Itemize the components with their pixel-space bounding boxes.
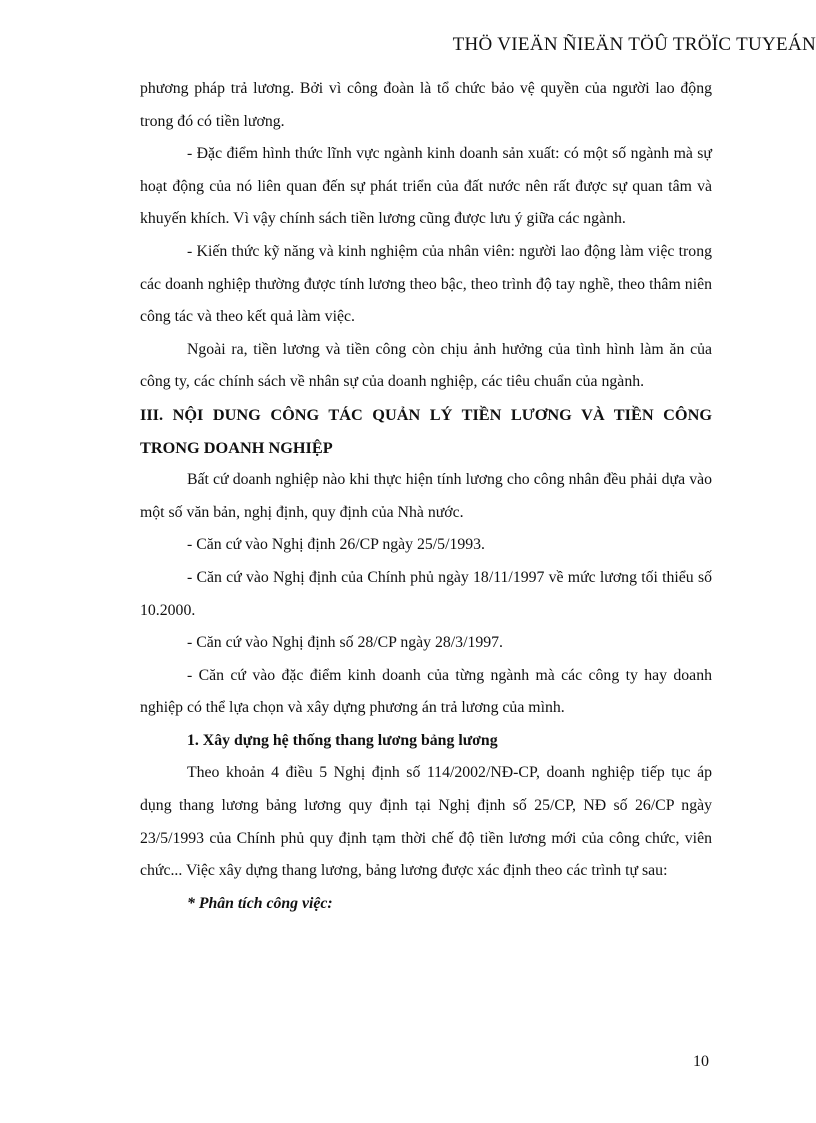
section-heading: III. NỘI DUNG CÔNG TÁC QUẢN LÝ TIỀN LƯƠNG VÀ TIỀN CÔNG TRONG DOANH NGHIỆP <box>140 404 712 457</box>
paragraph: Ngoài ra, tiền lương và tiền công còn chịu ảnh hưởng của tình hình làm ăn của công ty, các chính sách về nhân sự của doanh nghiệp, các tiêu chuẩn của ngành. <box>140 340 712 391</box>
paragraph: - Căn cứ vào Nghị định số 28/CP ngày 28/3/1997. <box>187 634 503 652</box>
paragraph: - Kiến thức kỹ năng và kinh nghiệm của nhân viên: người lao động làm việc trong các doanh nghiệp thường được tính lương theo bậc, theo trình độ tay nghề, theo thâm niên công tác và theo kết quả làm việc. <box>140 242 712 326</box>
page-header: THÖ VIEÄN ÑIEÄN TÖÛ TRÖÏC TUYEÁN <box>452 34 816 55</box>
document-body <box>140 73 712 920</box>
paragraph: - Đặc điểm hình thức lĩnh vực ngành kinh doanh sản xuất: có một số ngành mà sự hoạt động của nó liên quan đến sự phát triển của đất nước nên rất được sự quan tâm và khuyến khích. Vì vậy chính sách tiền lương cũng được lưu ý giữa các ngành. <box>140 145 712 228</box>
subsection-heading: 1. Xây dựng hệ thống thang lương bảng lương <box>187 731 498 749</box>
paragraph: Theo khoản 4 điều 5 Nghị định số 114/2002/NĐ-CP, doanh nghiệp tiếp tục áp dụng thang lương bảng lương quy định tại Nghị định số 25/CP, NĐ số 26/CP ngày 23/5/1993 của Chính phủ quy định tạm thời chế độ tiền lương mới của công chức, viên chức... Việc xây dựng thang lương, bảng lương được xác định theo các trình tự sau: <box>140 764 712 880</box>
paragraph: - Căn cứ vào đặc điểm kinh doanh của từng ngành mà các công ty hay doanh nghiệp có thể lựa chọn và xây dựng phương án trả lương của mình. <box>140 666 712 717</box>
paragraph: - Căn cứ vào Nghị định 26/CP ngày 25/5/1993. <box>187 536 486 554</box>
paragraph: - Căn cứ vào Nghị định của Chính phủ ngày 18/11/1997 về mức lương tối thiểu số 10.2000. <box>140 568 712 619</box>
subsection-heading-italic: * Phân tích công việc: <box>187 894 333 912</box>
paragraph: phương pháp trả lương. Bởi vì công đoàn là tổ chức bảo vệ quyền của người lao động trong đó có tiền lương. <box>140 80 712 130</box>
paragraph: Bất cứ doanh nghiệp nào khi thực hiện tính lương cho công nhân đều phải dựa vào một số văn bản, nghị định, quy định của Nhà nước. <box>140 471 712 521</box>
page-number: 10 <box>693 1053 709 1070</box>
